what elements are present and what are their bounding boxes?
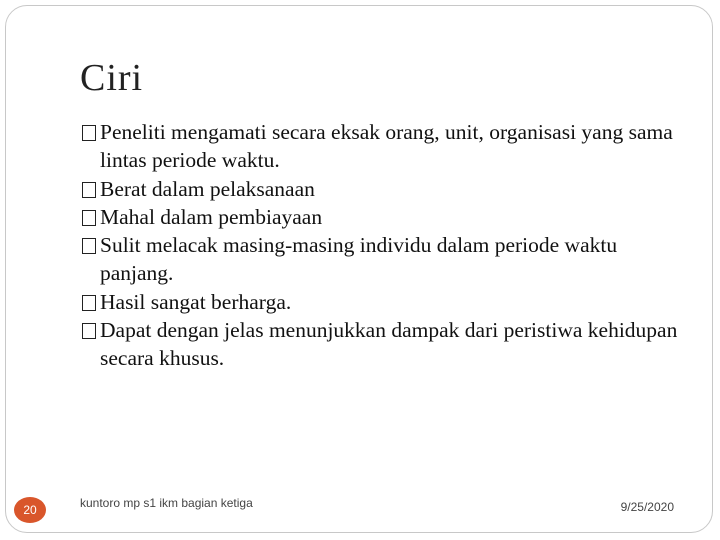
bullet-item (82, 231, 682, 288)
footer-text: kuntoro mp s1 ikm bagian ketiga (80, 496, 253, 510)
bullet-item (82, 118, 682, 175)
missing-glyph-box-icon (82, 182, 96, 198)
footer-date: 9/25/2020 (620, 500, 674, 514)
bullet-item (82, 203, 682, 231)
bullet-text: Peneliti mengamati secara eksak orang, unit, organisasi yang sama lintas periode waktu. (100, 120, 673, 173)
bullet-text: Dapat dengan jelas menunjukkan dampak dari peristiwa kehidupan secara khusus. (100, 318, 678, 371)
missing-glyph-box-icon (82, 238, 96, 254)
missing-glyph-box-icon (82, 323, 96, 339)
slide-title: Ciri (80, 57, 144, 99)
missing-glyph-box-icon (82, 295, 96, 311)
missing-glyph-box-icon (82, 125, 96, 141)
bullet-text: Hasil sangat berharga. (100, 289, 292, 314)
bullet-text: Sulit melacak masing-masing individu dalam periode waktu panjang. (100, 233, 618, 286)
bullet-item (82, 316, 682, 373)
bullet-item (82, 288, 682, 316)
bullet-text: Mahal dalam pembiayaan (100, 204, 323, 229)
bullet-text: Berat dalam pelaksanaan (100, 176, 315, 201)
page-number-badge: 20 (14, 497, 46, 523)
missing-glyph-box-icon (82, 210, 96, 226)
bullet-list (82, 118, 682, 373)
bullet-item (82, 175, 682, 203)
